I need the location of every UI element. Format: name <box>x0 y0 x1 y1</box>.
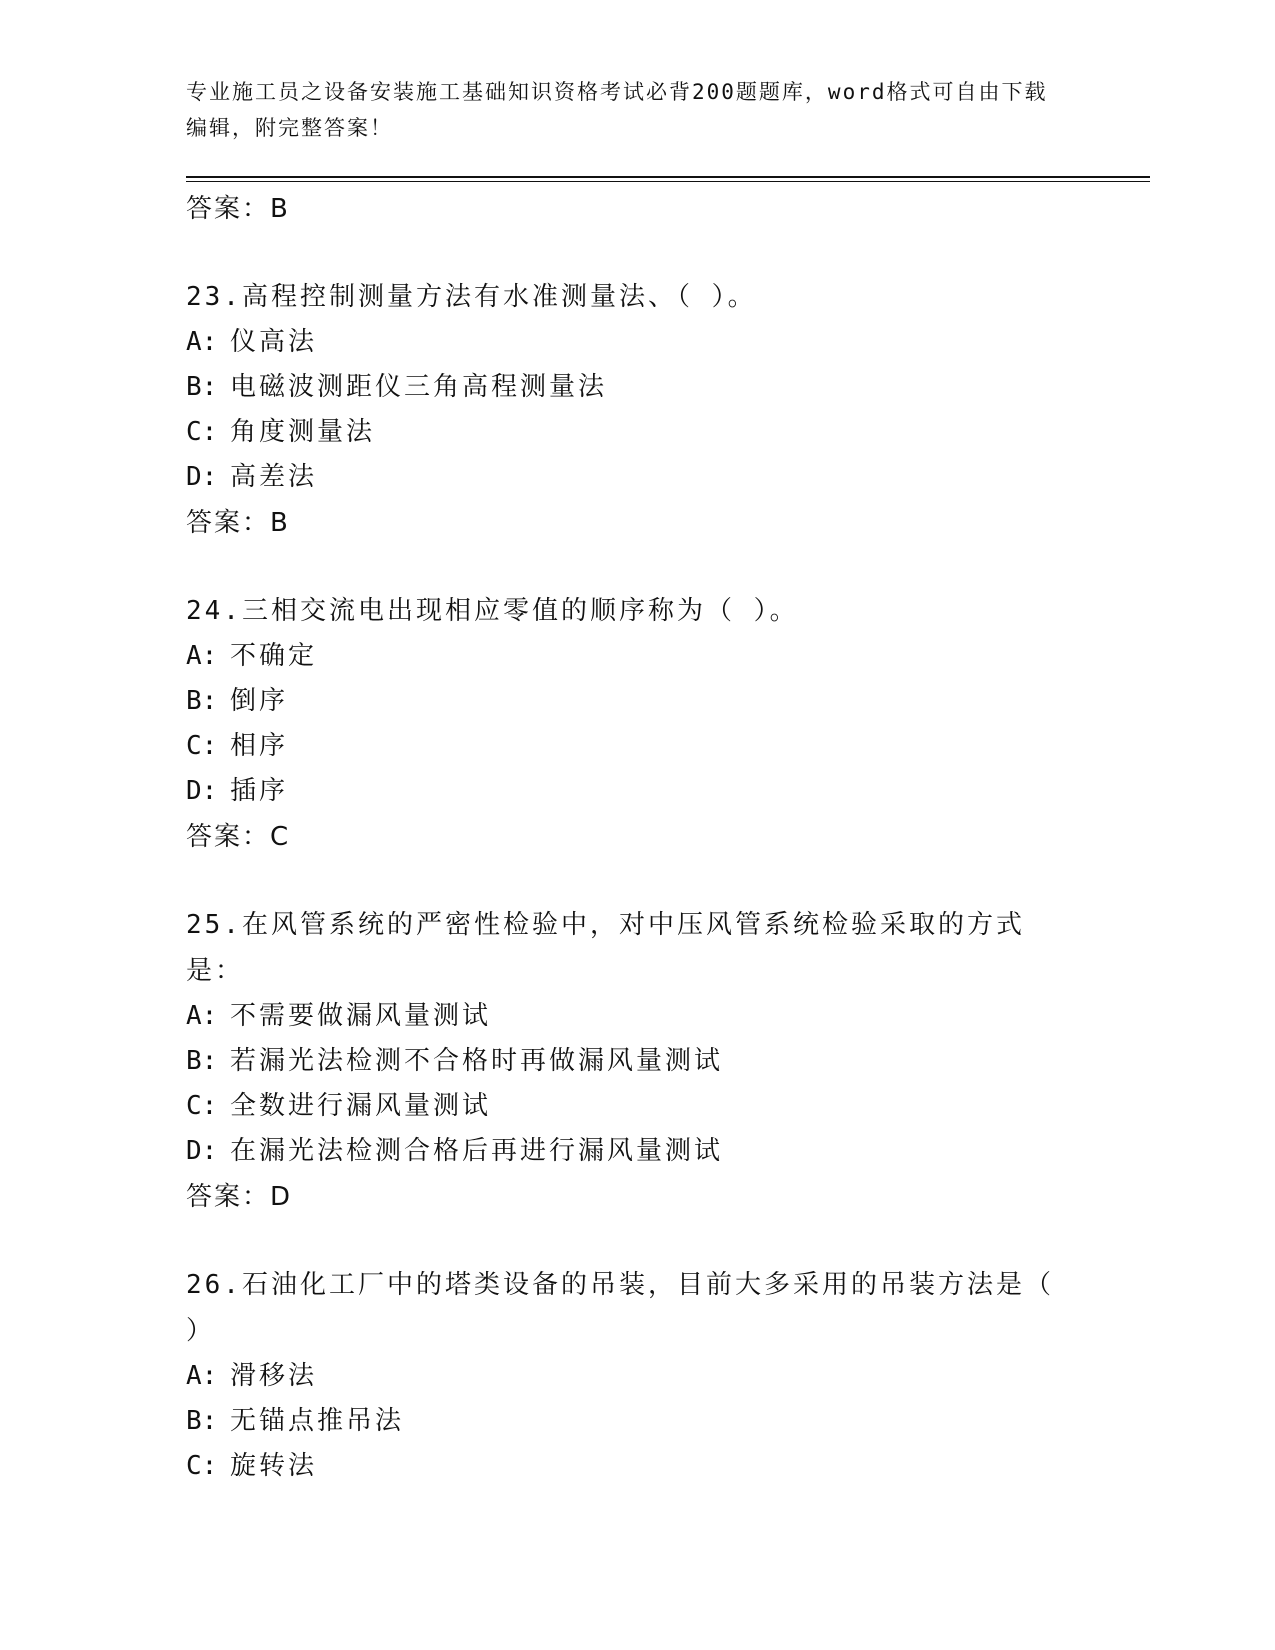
option-key: A: <box>186 1001 218 1031</box>
option-d <box>186 769 1066 814</box>
option-text: 不确定 <box>230 641 318 671</box>
question-stem: 26.石油化工厂中的塔类设备的吊装，目前大多采用的吊装方法是（ ） <box>186 1270 1054 1346</box>
answer-line: 答案：B <box>186 194 290 224</box>
option-text: 若漏光法检测不合格时再做漏风量测试 <box>230 1046 724 1076</box>
option-key: A: <box>186 641 218 671</box>
option-b <box>186 1399 1066 1444</box>
option-text: 在漏光法检测合格后再进行漏风量测试 <box>230 1136 724 1166</box>
option-a <box>186 994 1066 1039</box>
option-key: D: <box>186 462 218 492</box>
option-b <box>186 365 1066 410</box>
option-text: 高差法 <box>230 462 318 492</box>
question-item <box>186 274 1066 546</box>
spacer <box>186 860 1066 902</box>
option-d <box>186 1129 1066 1174</box>
option-key: D: <box>186 1136 218 1166</box>
answer-line: 答案：C <box>186 822 291 852</box>
option-c <box>186 1444 1066 1489</box>
option-text: 插序 <box>230 776 289 806</box>
option-key: B: <box>186 1406 218 1436</box>
document-header: 专业施工员之设备安装施工基础知识资格考试必背200题题库，word格式可自由下载编辑，附完整答案！ <box>186 80 1048 140</box>
option-c <box>186 410 1066 455</box>
spacer <box>186 232 1066 274</box>
option-key: A: <box>186 327 218 357</box>
question-item <box>186 588 1066 860</box>
option-b <box>186 1039 1066 1084</box>
option-key: B: <box>186 372 218 402</box>
option-d <box>186 455 1066 500</box>
option-a <box>186 320 1066 365</box>
answer-line: 答案：B <box>186 508 290 538</box>
answer-line: 答案：D <box>186 1182 293 1212</box>
question-stem: 23.高程控制测量方法有水准测量法、（ ）。 <box>186 282 757 312</box>
option-text: 滑移法 <box>230 1361 318 1391</box>
option-text: 倒序 <box>230 686 289 716</box>
spacer <box>186 1220 1066 1262</box>
header-divider-thin <box>186 181 1150 182</box>
option-a <box>186 1354 1066 1399</box>
option-text: 电磁波测距仪三角高程测量法 <box>230 372 608 402</box>
option-text: 全数进行漏风量测试 <box>230 1091 492 1121</box>
option-b <box>186 679 1066 724</box>
option-text: 旋转法 <box>230 1451 318 1481</box>
question-stem: 24.三相交流电出现相应零值的顺序称为（ ）。 <box>186 596 799 626</box>
option-key: C: <box>186 417 218 447</box>
option-text: 不需要做漏风量测试 <box>230 1001 492 1031</box>
option-key: B: <box>186 686 218 716</box>
option-text: 仪高法 <box>230 327 318 357</box>
question-list <box>186 186 1066 1489</box>
option-c <box>186 724 1066 769</box>
question-item <box>186 902 1066 1220</box>
option-text: 相序 <box>230 731 289 761</box>
option-key: D: <box>186 776 218 806</box>
spacer <box>186 546 1066 588</box>
option-c <box>186 1084 1066 1129</box>
option-text: 无锚点推吊法 <box>230 1406 405 1436</box>
option-key: A: <box>186 1361 218 1391</box>
option-a <box>186 634 1066 679</box>
question-stem: 25.在风管系统的严密性检验中，对中压风管系统检验采取的方式是： <box>186 910 1025 986</box>
option-text: 角度测量法 <box>230 417 376 447</box>
option-key: C: <box>186 731 218 761</box>
option-key: C: <box>186 1091 218 1121</box>
question-item <box>186 1262 1066 1489</box>
header-divider <box>186 176 1150 178</box>
option-key: B: <box>186 1046 218 1076</box>
option-key: C: <box>186 1451 218 1481</box>
